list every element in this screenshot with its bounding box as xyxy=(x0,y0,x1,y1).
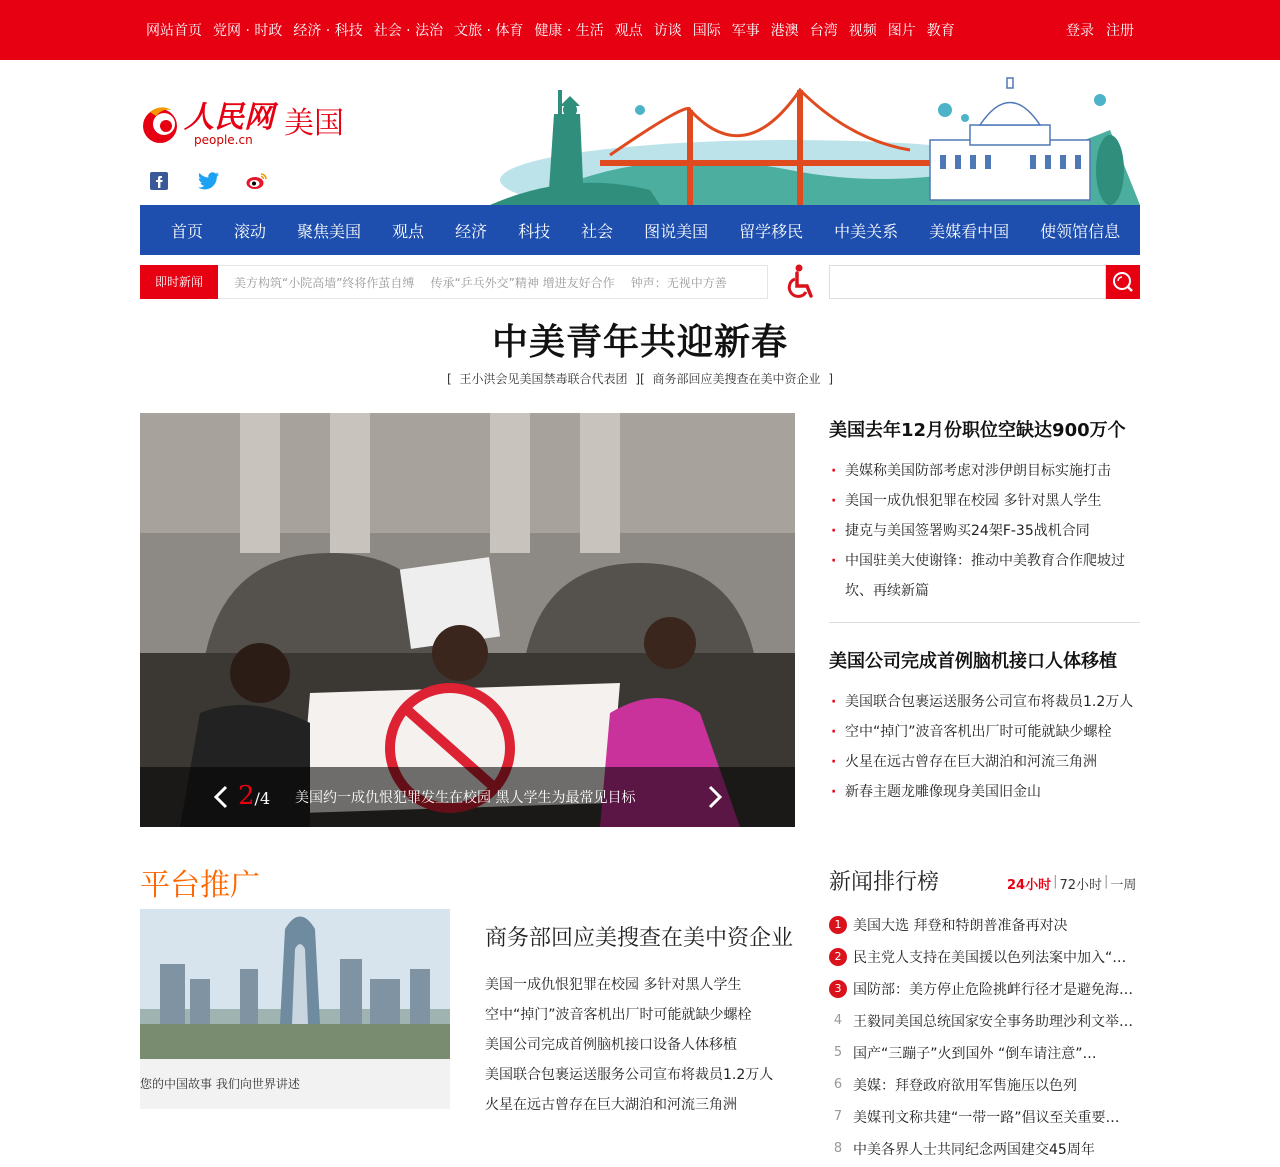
ranking-item[interactable] xyxy=(829,1037,1140,1069)
rank-number: 6 xyxy=(833,1077,843,1092)
top-nav-item[interactable]: 访谈 xyxy=(653,23,682,39)
ticker-item[interactable]: 美方构筑“小院高墙”终将作茧自缚 xyxy=(234,276,415,290)
promo-headline[interactable]: 商务部回应美搜查在美中资企业 xyxy=(485,926,794,951)
top-nav-item[interactable]: 图片 xyxy=(887,23,916,39)
news-item[interactable]: · 捷克与美国签署购买24架F-35战机合同 xyxy=(829,516,1140,546)
social-links xyxy=(150,172,268,190)
site-logo[interactable] xyxy=(140,102,344,146)
tab-separator: | xyxy=(1104,874,1109,889)
top-nav-item[interactable]: 军事 xyxy=(731,23,760,39)
rank-number: 7 xyxy=(833,1109,843,1124)
rank-text[interactable]: 美媒：拜登政府欲用军售施压以色列 xyxy=(853,1078,1077,1094)
rank-number: 5 xyxy=(833,1045,843,1060)
main-nav-item[interactable]: 首页 xyxy=(171,221,204,241)
ranking-item[interactable] xyxy=(829,909,1140,941)
main-nav-item[interactable]: 观点 xyxy=(392,221,425,241)
tab-72h[interactable]: 72小时 xyxy=(1059,878,1103,893)
top-nav-item[interactable]: 经济 · 科技 xyxy=(293,23,363,39)
ranking-item[interactable] xyxy=(829,973,1140,1005)
search-button[interactable] xyxy=(1106,265,1140,299)
chevron-left-icon[interactable] xyxy=(212,785,230,809)
accessibility-icon[interactable] xyxy=(782,264,816,300)
main-nav-item[interactable]: 图说美国 xyxy=(644,221,709,241)
slide-caption[interactable]: 美国约一成仇恨犯罪发生在校园 黑人学生为最常见目标 xyxy=(295,790,636,806)
top-nav-item[interactable]: 国际 xyxy=(692,23,721,39)
top-nav-item[interactable]: 港澳 xyxy=(770,23,799,39)
ranking-item[interactable] xyxy=(829,1101,1140,1133)
ranking-list xyxy=(829,909,1140,1165)
sub-headlines: [ 王小洪会见美国禁毒联合代表团 ][ 商务部回应美搜查在美中资企业 ] xyxy=(446,372,834,386)
main-nav-item[interactable]: 经济 xyxy=(455,221,488,241)
banner-illustration xyxy=(490,70,1140,205)
news-item[interactable]: · 美媒称美国防部考虑对涉伊朗目标实施打击 xyxy=(829,456,1140,486)
rank-text[interactable]: 国防部：美方停止危险挑衅行径才是避免海… xyxy=(853,982,1133,998)
top-bar xyxy=(0,0,1280,60)
chevron-right-icon[interactable] xyxy=(706,785,724,809)
ticker-item[interactable]: 传承“乒乓外交”精神 增进友好合作 xyxy=(430,276,615,290)
slide-total: /4 xyxy=(254,789,271,808)
promo-item[interactable]: 空中“掉门”波音客机出厂时可能就缺少螺栓 xyxy=(485,1007,752,1023)
tab-separator: | xyxy=(1053,874,1058,889)
rank-number: 8 xyxy=(833,1141,843,1156)
top-nav-item[interactable]: 观点 xyxy=(614,23,643,39)
facebook-icon[interactable] xyxy=(150,172,172,190)
promo-list xyxy=(485,970,773,1120)
main-nav-item[interactable]: 美媒看中国 xyxy=(929,221,1010,241)
slide-counter xyxy=(238,781,270,811)
main-nav-item[interactable]: 留学移民 xyxy=(739,221,804,241)
news-item[interactable]: · 中国驻美大使谢锋：推动中美教育合作爬坡过坎、再续新篇 xyxy=(829,546,1140,606)
promo-image[interactable] xyxy=(140,909,450,1059)
tab-24h[interactable]: 24小时 xyxy=(1007,878,1052,893)
logo-domain: people.cn xyxy=(194,133,253,147)
lead-headline[interactable]: 中美青年共迎新春 xyxy=(491,322,788,363)
top-nav-item[interactable]: 台湾 xyxy=(809,23,838,39)
rank-number: 2 xyxy=(829,948,847,966)
carousel-caption-bar xyxy=(140,767,795,827)
top-nav-item[interactable]: 网站首页 xyxy=(146,23,202,39)
rank-text[interactable]: 民主党人支持在美国援以色列法案中加入“… xyxy=(853,950,1127,966)
rank-text[interactable]: 美国大选 拜登和特朗普准备再对决 xyxy=(853,918,1068,934)
ranking-item[interactable] xyxy=(829,1005,1140,1037)
ranking-item[interactable] xyxy=(829,1069,1140,1101)
top-nav-item[interactable]: 文旅 · 体育 xyxy=(454,23,524,39)
top-nav-item[interactable]: 教育 xyxy=(926,23,955,39)
register-link[interactable]: 注册 xyxy=(1106,23,1134,39)
search-icon xyxy=(1106,265,1140,299)
top-nav xyxy=(146,20,955,40)
main-nav-item[interactable]: 聚焦美国 xyxy=(297,221,362,241)
rank-text[interactable]: 美媒刊文称共建“一带一路”倡议至关重要… xyxy=(853,1110,1120,1126)
ticker-item[interactable]: 钟声：无视中方善 xyxy=(630,276,727,290)
ranking-tabs xyxy=(1007,874,1136,893)
promo-item[interactable]: 美国一成仇恨犯罪在校园 多针对黑人学生 xyxy=(485,977,742,993)
top-nav-item[interactable]: 视频 xyxy=(848,23,877,39)
ranking-item[interactable] xyxy=(829,1133,1140,1165)
news-item[interactable]: · 美国联合包裹运送服务公司宣布将裁员1.2万人 xyxy=(829,687,1140,717)
sub-headline-link[interactable]: 商务部回应美搜查在美中资企业 xyxy=(652,372,821,386)
top-nav-item[interactable]: 健康 · 生活 xyxy=(534,23,604,39)
rank-text[interactable]: 中美各界人士共同纪念两国建交45周年 xyxy=(853,1142,1095,1158)
people-logo-icon xyxy=(140,102,180,146)
promo-item[interactable]: 火星在远古曾存在巨大湖泊和河流三角洲 xyxy=(485,1097,737,1113)
news-block-title[interactable]: 美国去年12月份职位空缺达900万个 xyxy=(829,420,1126,441)
login-link[interactable]: 登录 xyxy=(1066,23,1094,39)
main-nav-item[interactable]: 社会 xyxy=(581,221,614,241)
ranking-title: 新闻排行榜 xyxy=(829,870,940,895)
sub-headline-link[interactable]: 王小洪会见美国禁毒联合代表团 xyxy=(459,372,628,386)
slide-current: 2 xyxy=(238,781,255,811)
logo-text: 人民网 xyxy=(184,100,274,135)
top-nav-item[interactable]: 党网 · 时政 xyxy=(213,23,283,39)
carousel-photo xyxy=(140,413,795,827)
news-ticker xyxy=(218,265,768,299)
main-nav xyxy=(140,205,1140,255)
section-title: 平台推广 xyxy=(140,868,260,903)
main-nav-item[interactable]: 科技 xyxy=(518,221,551,241)
main-nav-item[interactable]: 使领馆信息 xyxy=(1040,221,1121,241)
search-input[interactable] xyxy=(829,265,1106,299)
promo-item[interactable]: 美国公司完成首例脑机接口设备人体移植 xyxy=(485,1037,737,1053)
news-item[interactable]: · 美国一成仇恨犯罪在校园 多针对黑人学生 xyxy=(829,486,1140,516)
rank-number: 1 xyxy=(829,916,847,934)
top-nav-item[interactable]: 社会 · 法治 xyxy=(373,23,444,39)
main-nav-item[interactable]: 滚动 xyxy=(234,221,267,241)
tab-week[interactable]: 一周 xyxy=(1110,878,1137,893)
breaking-news-label: 即时新闻 xyxy=(140,265,218,299)
channel-name: 美国 xyxy=(284,106,344,141)
ranking-item[interactable] xyxy=(829,941,1140,973)
twitter-icon[interactable] xyxy=(198,172,220,190)
promo-caption[interactable]: 您的中国故事 我们向世界讲述 xyxy=(140,1077,300,1091)
photo-carousel[interactable] xyxy=(140,413,795,827)
news-block xyxy=(829,647,1140,807)
rank-number: 3 xyxy=(829,980,847,998)
rank-text[interactable]: 王毅同美国总统国家安全事务助理沙利文举… xyxy=(853,1014,1133,1030)
main-nav-item[interactable]: 中美关系 xyxy=(834,221,899,241)
city-skyline-photo xyxy=(140,909,450,1059)
account-links xyxy=(1066,20,1134,40)
promo-item[interactable]: 美国联合包裹运送服务公司宣布将裁员1.2万人 xyxy=(485,1067,774,1083)
weibo-icon[interactable] xyxy=(246,172,268,190)
news-block xyxy=(829,416,1140,606)
news-block-title[interactable]: 美国公司完成首例脑机接口人体移植 xyxy=(829,651,1117,672)
news-item[interactable]: · 火星在远古曾存在巨大湖泊和河流三角洲 xyxy=(829,747,1140,777)
divider xyxy=(829,622,1140,623)
news-item[interactable]: · 空中“掉门”波音客机出厂时可能就缺少螺栓 xyxy=(829,717,1140,747)
news-item[interactable]: · 新春主题龙雕像现身美国旧金山 xyxy=(829,777,1140,807)
rank-text[interactable]: 国产“三蹦子”火到国外 “倒车请注意”… xyxy=(853,1046,1097,1062)
rank-number: 4 xyxy=(833,1013,843,1028)
